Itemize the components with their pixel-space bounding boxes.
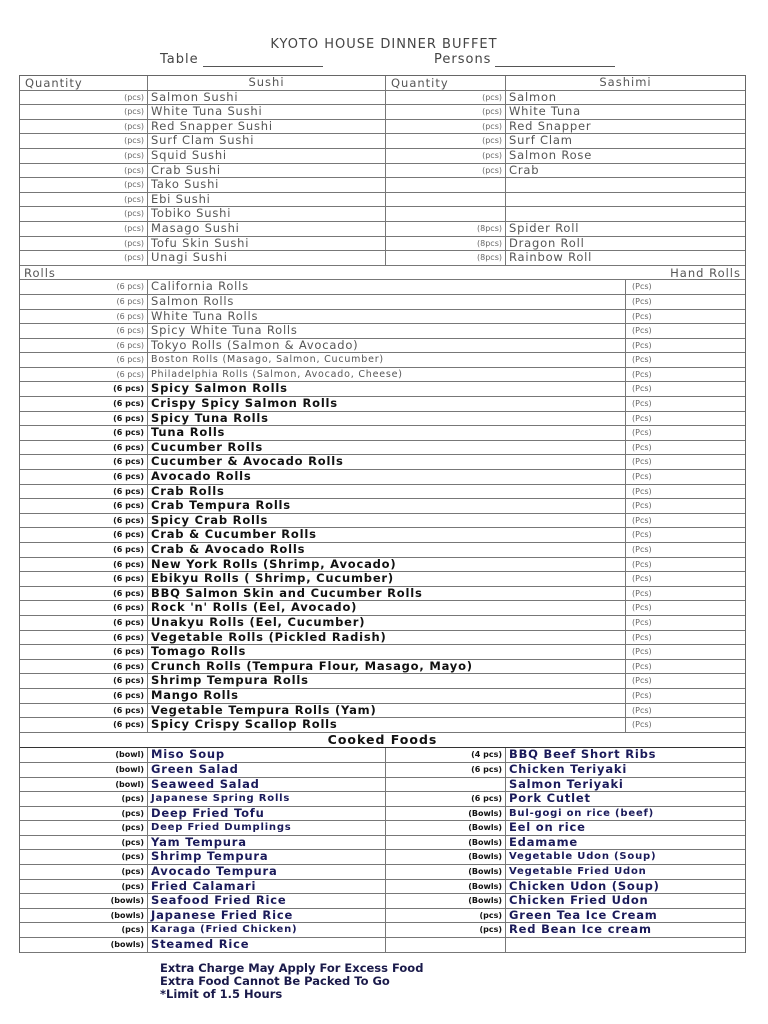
quantity-cell[interactable]: (6 pcs) — [20, 455, 148, 469]
quantity-cell[interactable]: (6 pcs) — [20, 616, 148, 630]
quantity-cell[interactable]: (bowl) — [20, 763, 148, 777]
sushi-row — [20, 120, 745, 135]
cooked-item: Fried Calamari — [148, 880, 386, 894]
quantity-cell[interactable]: (pcs) — [20, 923, 148, 937]
roll-row — [20, 601, 745, 616]
quantity-cell[interactable]: (4 pcs) — [386, 748, 506, 762]
roll-row — [20, 718, 745, 733]
hand-rolls-header: Hand Rolls — [670, 265, 741, 280]
quantity-cell[interactable]: (6 pcs) — [20, 339, 148, 353]
quantity-cell[interactable]: (pcs) — [20, 91, 148, 105]
sashimi-item — [506, 193, 745, 207]
roll-row — [20, 528, 745, 543]
rolls-header: Rolls — [24, 265, 56, 280]
roll-row — [20, 280, 745, 295]
quantity-cell[interactable]: (bowls) — [20, 909, 148, 923]
footer-notes — [160, 962, 423, 1001]
quantity-cell[interactable]: (6 pcs) — [20, 382, 148, 396]
quantity-cell[interactable]: (6 pcs) — [20, 470, 148, 484]
sashimi-item: Spider Roll — [509, 221, 580, 235]
roll-item: Vegetable Rolls (Pickled Radish) — [148, 631, 626, 645]
roll-row — [20, 412, 745, 427]
hand-roll-quantity-cell[interactable]: (Pcs) — [632, 661, 652, 671]
cooked-item: Bul-gogi on rice (beef) — [509, 807, 655, 819]
cooked-item: Vegetable Fried Udon — [509, 866, 647, 878]
persons-label: Persons — [434, 52, 492, 67]
roll-item: Ebikyu Rolls ( Shrimp, Cucumber) — [148, 572, 626, 586]
roll-row — [20, 441, 745, 456]
sashimi-item: Salmon Rose — [509, 148, 593, 162]
roll-item: Rock 'n' Rolls (Eel, Avocado) — [148, 601, 626, 615]
roll-row — [20, 514, 745, 529]
quantity-cell[interactable]: (Bowls) — [386, 836, 506, 850]
rolls-section-header — [20, 266, 745, 281]
sushi-header: Sushi — [148, 76, 386, 90]
footer-note: *Limit of 1.5 Hours — [160, 987, 283, 1001]
hand-roll-quantity-cell[interactable]: (Pcs) — [632, 588, 652, 598]
hand-roll-quantity-cell[interactable]: (Pcs) — [632, 486, 652, 496]
cooked-row — [20, 748, 745, 763]
quantity-cell[interactable]: (6 pcs) — [20, 718, 148, 732]
hand-roll-quantity-cell[interactable]: (Pcs) — [632, 617, 652, 627]
roll-item: Tuna Rolls — [148, 426, 626, 440]
hand-roll-quantity-cell[interactable]: (Pcs) — [632, 384, 652, 394]
sashimi-item — [506, 178, 745, 192]
roll-item: Spicy Crispy Scallop Rolls — [148, 718, 626, 732]
roll-item: Crab & Cucumber Rolls — [148, 528, 626, 542]
hand-roll-quantity-cell[interactable]: (Pcs) — [632, 545, 652, 554]
roll-row — [20, 368, 745, 383]
hand-roll-quantity-cell[interactable]: (Pcs) — [632, 399, 652, 409]
sushi-row — [20, 237, 745, 252]
roll-item: Crispy Spicy Salmon Rolls — [148, 397, 626, 411]
sashimi-item: Salmon — [509, 90, 557, 104]
roll-row — [20, 397, 745, 412]
sashimi-item: Crab — [509, 163, 540, 177]
sushi-row — [20, 105, 745, 120]
cooked-row — [20, 880, 745, 895]
sushi-item: Unagi Sushi — [148, 251, 386, 265]
quantity-cell[interactable]: (6 pcs) — [20, 397, 148, 411]
footer-note: Extra Food Cannot Be Packed To Go — [160, 974, 390, 988]
cooked-item: Seaweed Salad — [148, 778, 386, 792]
quantity-cell[interactable]: (Bowls) — [386, 880, 506, 894]
cooked-item: Steamed Rice — [148, 938, 386, 952]
roll-row — [20, 616, 745, 631]
hand-roll-quantity-cell[interactable]: (Pcs) — [632, 369, 652, 379]
roll-item: California Rolls — [148, 280, 626, 294]
quantity-cell[interactable]: (6 pcs) — [20, 601, 148, 615]
roll-item: White Tuna Rolls — [148, 310, 626, 324]
quantity-cell[interactable]: (pcs) — [20, 193, 148, 207]
quantity-cell[interactable]: (6 pcs) — [20, 514, 148, 528]
roll-row — [20, 485, 745, 500]
sushi-row — [20, 91, 745, 106]
quantity-cell[interactable]: (pcs) — [20, 120, 148, 134]
quantity-cell[interactable]: (pcs) — [20, 222, 148, 236]
quantity-cell[interactable]: (6 pcs) — [20, 572, 148, 586]
quantity-cell[interactable]: (pcs) — [20, 105, 148, 119]
quantity-cell[interactable]: (6 pcs) — [20, 689, 148, 703]
roll-item: Tokyo Rolls (Salmon & Avocado) — [148, 339, 626, 353]
cooked-row — [20, 792, 745, 807]
sushi-row — [20, 178, 745, 193]
cooked-item: Japanese Spring Rolls — [148, 792, 386, 806]
quantity-cell[interactable]: (8pcs) — [386, 237, 506, 251]
hand-roll-quantity-cell[interactable]: (Pcs) — [632, 676, 652, 686]
roll-row — [20, 499, 745, 514]
roll-item: Boston Rolls (Masago, Salmon, Cucumber) — [148, 353, 626, 367]
quantity-cell[interactable]: (bowl) — [20, 748, 148, 762]
quantity-cell[interactable]: (6 pcs) — [20, 660, 148, 674]
quantity-cell[interactable]: (pcs) — [386, 91, 506, 105]
quantity-cell[interactable] — [386, 193, 506, 207]
sushi-item: Red Snapper Sushi — [148, 120, 386, 134]
quantity-cell[interactable]: (6 pcs) — [20, 645, 148, 659]
quantity-cell[interactable]: (pcs) — [20, 792, 148, 806]
quantity-cell[interactable]: (Bowls) — [386, 821, 506, 835]
roll-item: New York Rolls (Shrimp, Avocado) — [148, 558, 626, 572]
quantity-cell[interactable]: (6 pcs) — [20, 441, 148, 455]
cooked-item: Chicken Fried Udon — [509, 894, 649, 908]
roll-row — [20, 382, 745, 397]
sushi-item: Surf Clam Sushi — [148, 134, 386, 148]
sushi-table-body — [20, 91, 745, 266]
roll-item: Avocado Rolls — [148, 470, 626, 484]
quantity-cell[interactable]: (pcs) — [386, 134, 506, 148]
sushi-row — [20, 134, 745, 149]
quantity-cell[interactable]: (6 pcs) — [386, 792, 506, 806]
roll-row — [20, 587, 745, 602]
roll-item: Mango Rolls — [148, 689, 626, 703]
roll-item: Shrimp Tempura Rolls — [148, 674, 626, 688]
cooked-item: Green Salad — [148, 763, 386, 777]
quantity-cell[interactable]: (pcs) — [20, 178, 148, 192]
sashimi-item — [506, 207, 745, 221]
cooked-item: Eel on rice — [509, 821, 586, 835]
hand-roll-quantity-cell[interactable]: (Pcs) — [632, 647, 652, 657]
cooked-row — [20, 923, 745, 938]
roll-item: Crab Rolls — [148, 485, 626, 499]
quantity-cell[interactable]: (6 pcs) — [20, 631, 148, 645]
roll-row — [20, 543, 745, 558]
quantity-cell[interactable]: (pcs) — [386, 120, 506, 134]
table-label: Table — [160, 52, 199, 67]
sushi-item: Squid Sushi — [148, 149, 386, 163]
quantity-cell[interactable]: (pcs) — [386, 149, 506, 163]
sushi-row — [20, 193, 745, 208]
quantity-cell[interactable]: (pcs) — [20, 807, 148, 821]
quantity-cell[interactable]: (6 pcs) — [20, 368, 148, 382]
hand-roll-quantity-cell[interactable]: (Pcs) — [632, 413, 652, 423]
quantity-cell[interactable]: (6 pcs) — [20, 295, 148, 309]
cooked-row — [20, 763, 745, 778]
sushi-item: Ebi Sushi — [148, 193, 386, 207]
sushi-row — [20, 222, 745, 237]
quantity-cell[interactable]: (bowls) — [20, 894, 148, 908]
roll-row — [20, 645, 745, 660]
quantity-cell[interactable]: (pcs) — [20, 149, 148, 163]
hand-roll-quantity-cell[interactable]: (Pcs) — [632, 355, 652, 365]
hand-roll-quantity-cell[interactable]: (Pcs) — [632, 472, 652, 482]
hand-roll-quantity-cell[interactable]: (Pcs) — [632, 340, 652, 350]
roll-row — [20, 353, 745, 368]
roll-item: Tomago Rolls — [148, 645, 626, 659]
cooked-item — [506, 938, 745, 952]
cooked-row — [20, 807, 745, 822]
quantity-cell[interactable] — [386, 207, 506, 221]
cooked-table-body — [20, 748, 745, 952]
sushi-row — [20, 251, 745, 266]
quantity-cell[interactable]: (6 pcs) — [20, 280, 148, 294]
sashimi-item: Surf Clam — [509, 134, 573, 148]
quantity-header: Quantity — [20, 76, 148, 90]
sushi-item: Tobiko Sushi — [148, 207, 386, 221]
sashimi-header: Sashimi — [599, 76, 652, 89]
cooked-item: Avocado Tempura — [148, 865, 386, 879]
quantity-cell[interactable] — [386, 178, 506, 192]
quantity-cell[interactable]: (pcs) — [386, 164, 506, 178]
quantity-cell[interactable] — [386, 938, 506, 952]
sushi-item: Tofu Skin Sushi — [148, 237, 386, 251]
hand-roll-quantity-cell[interactable]: (Pcs) — [632, 442, 652, 452]
roll-row — [20, 339, 745, 354]
quantity-cell[interactable]: (pcs) — [20, 865, 148, 879]
cooked-row — [20, 938, 745, 953]
quantity-cell[interactable]: (Bowls) — [386, 807, 506, 821]
quantity-cell[interactable]: (bowl) — [20, 778, 148, 792]
roll-item: BBQ Salmon Skin and Cucumber Rolls — [148, 587, 626, 601]
roll-row — [20, 631, 745, 646]
roll-row — [20, 310, 745, 325]
cooked-item: Shrimp Tempura — [148, 850, 386, 864]
quantity-cell[interactable]: (pcs) — [386, 923, 506, 937]
quantity-cell[interactable]: (6 pcs) — [20, 674, 148, 688]
cooked-item: Seafood Fried Rice — [148, 894, 386, 908]
quantity-cell[interactable]: (6 pcs) — [20, 704, 148, 718]
quantity-cell[interactable]: (Bowls) — [386, 865, 506, 879]
roll-row — [20, 455, 745, 470]
quantity-header-2: Quantity — [386, 76, 506, 90]
hand-roll-quantity-cell[interactable]: (Pcs) — [632, 311, 652, 321]
table-blank[interactable] — [203, 55, 323, 67]
roll-row — [20, 426, 745, 441]
roll-row — [20, 324, 745, 339]
sushi-item: Crab Sushi — [148, 164, 386, 178]
quantity-cell[interactable]: (6 pcs) — [20, 310, 148, 324]
hand-roll-quantity-cell[interactable]: (Pcs) — [632, 296, 652, 306]
cooked-item: Edamame — [509, 835, 578, 849]
sashimi-item: Red Snapper — [509, 119, 592, 133]
quantity-cell[interactable]: (pcs) — [20, 207, 148, 221]
quantity-cell[interactable]: (8pcs) — [386, 251, 506, 265]
quantity-cell[interactable]: (pcs) — [386, 909, 506, 923]
quantity-cell[interactable]: (Bowls) — [386, 850, 506, 864]
quantity-cell[interactable]: (pcs) — [20, 880, 148, 894]
hand-roll-quantity-cell[interactable]: (Pcs) — [632, 720, 652, 730]
cooked-item: Salmon Teriyaki — [509, 777, 624, 791]
cooked-item: BBQ Beef Short Ribs — [509, 748, 657, 762]
roll-item: Spicy White Tuna Rolls — [148, 324, 626, 338]
roll-row — [20, 674, 745, 689]
cooked-row — [20, 850, 745, 865]
quantity-cell[interactable]: (6 pcs) — [20, 558, 148, 572]
cooked-item: Miso Soup — [148, 748, 386, 762]
roll-item: Crab & Avocado Rolls — [148, 543, 626, 557]
roll-item: Cucumber & Avocado Rolls — [148, 455, 626, 469]
cooked-item: Karaga (Fried Chicken) — [148, 923, 386, 937]
cooked-row — [20, 778, 745, 793]
cooked-row — [20, 821, 745, 836]
quantity-cell[interactable]: (6 pcs) — [20, 353, 148, 367]
quantity-cell[interactable]: (8pcs) — [386, 222, 506, 236]
roll-row — [20, 572, 745, 587]
quantity-cell[interactable]: (bowls) — [20, 938, 148, 952]
quantity-cell[interactable]: (6 pcs) — [20, 324, 148, 338]
quantity-cell[interactable]: (6 pcs) — [20, 412, 148, 426]
page-title: KYOTO HOUSE DINNER BUFFET — [270, 37, 498, 52]
cooked-item: Chicken Udon (Soup) — [509, 879, 660, 893]
cooked-row — [20, 836, 745, 851]
sushi-header-row — [20, 76, 745, 91]
sashimi-item: Rainbow Roll — [509, 251, 593, 265]
hand-roll-quantity-cell[interactable]: (Pcs) — [632, 428, 652, 438]
roll-item: Spicy Tuna Rolls — [148, 412, 626, 426]
quantity-cell[interactable]: (pcs) — [20, 237, 148, 251]
roll-row — [20, 660, 745, 675]
hand-roll-quantity-cell[interactable]: (Pcs) — [632, 501, 652, 511]
cooked-item: Pork Cutlet — [509, 792, 591, 806]
hand-roll-quantity-cell[interactable]: (Pcs) — [632, 326, 652, 336]
quantity-cell[interactable]: (6 pcs) — [20, 543, 148, 557]
cooked-foods-header: Cooked Foods — [20, 733, 745, 749]
cooked-row — [20, 909, 745, 924]
quantity-cell[interactable]: (6 pcs) — [20, 528, 148, 542]
hand-roll-quantity-cell[interactable]: (Pcs) — [632, 457, 652, 467]
hand-roll-quantity-cell[interactable]: (Pcs) — [632, 603, 652, 613]
roll-item: Spicy Crab Rolls — [148, 514, 626, 528]
cooked-item: Deep Fried Dumplings — [148, 821, 386, 835]
roll-item: Unakyu Rolls (Eel, Cucumber) — [148, 616, 626, 630]
quantity-cell[interactable]: (pcs) — [20, 134, 148, 148]
quantity-cell[interactable]: (Bowls) — [386, 894, 506, 908]
roll-row — [20, 704, 745, 719]
quantity-cell[interactable]: (pcs) — [20, 821, 148, 835]
quantity-cell[interactable]: (6 pcs) — [20, 426, 148, 440]
sushi-item: Salmon Sushi — [148, 91, 386, 105]
cooked-item: Red Bean Ice cream — [509, 923, 652, 937]
quantity-cell[interactable]: (pcs) — [20, 164, 148, 178]
hand-roll-quantity-cell[interactable]: (Pcs) — [632, 515, 652, 525]
quantity-cell[interactable]: (pcs) — [20, 836, 148, 850]
cooked-item: Chicken Teriyaki — [509, 762, 628, 776]
cooked-row — [20, 894, 745, 909]
sashimi-item: White Tuna — [509, 105, 581, 119]
quantity-cell[interactable]: (6 pcs) — [20, 485, 148, 499]
rolls-table-body — [20, 280, 745, 732]
quantity-cell[interactable]: (6 pcs) — [20, 587, 148, 601]
hand-roll-quantity-cell[interactable]: (Pcs) — [632, 690, 652, 700]
roll-row — [20, 558, 745, 573]
persons-blank[interactable] — [495, 55, 615, 67]
hand-roll-quantity-cell[interactable]: (Pcs) — [632, 282, 652, 292]
roll-item: Crunch Rolls (Tempura Flour, Masago, Mayo) — [148, 660, 626, 674]
roll-item: Crab Tempura Rolls — [148, 499, 626, 513]
cooked-item: Vegetable Udon (Soup) — [509, 851, 657, 863]
hand-roll-quantity-cell[interactable]: (Pcs) — [632, 705, 652, 715]
cooked-item: Deep Fried Tofu — [148, 807, 386, 821]
order-sheet — [19, 75, 746, 953]
roll-item: Salmon Rolls — [148, 295, 626, 309]
quantity-cell[interactable]: (pcs) — [20, 251, 148, 265]
sushi-row — [20, 207, 745, 222]
quantity-cell[interactable]: (6 pcs) — [386, 763, 506, 777]
roll-item: Philadelphia Rolls (Salmon, Avocado, Cheese) — [148, 368, 626, 382]
sushi-item: Masago Sushi — [148, 222, 386, 236]
roll-item: Cucumber Rolls — [148, 441, 626, 455]
hand-roll-quantity-cell[interactable]: (Pcs) — [632, 559, 652, 569]
hand-roll-quantity-cell[interactable]: (Pcs) — [632, 530, 652, 540]
table-field[interactable] — [160, 52, 323, 67]
sushi-row — [20, 164, 745, 179]
sushi-item: Tako Sushi — [148, 178, 386, 192]
sashimi-item: Dragon Roll — [509, 236, 585, 250]
hand-roll-quantity-cell[interactable]: (Pcs) — [632, 574, 652, 584]
cooked-item: Yam Tempura — [148, 836, 386, 850]
roll-item: Vegetable Tempura Rolls (Yam) — [148, 704, 626, 718]
cooked-item: Japanese Fried Rice — [148, 909, 386, 923]
persons-field[interactable] — [434, 52, 615, 67]
quantity-cell[interactable] — [386, 778, 506, 792]
quantity-cell[interactable]: (pcs) — [386, 105, 506, 119]
roll-row — [20, 295, 745, 310]
roll-item: Spicy Salmon Rolls — [148, 382, 626, 396]
quantity-cell[interactable]: (pcs) — [20, 850, 148, 864]
quantity-cell[interactable]: (6 pcs) — [20, 499, 148, 513]
cooked-item: Green Tea Ice Cream — [509, 908, 658, 922]
hand-roll-quantity-cell[interactable]: (Pcs) — [632, 632, 652, 642]
sushi-row — [20, 149, 745, 164]
roll-row — [20, 470, 745, 485]
cooked-row — [20, 865, 745, 880]
roll-row — [20, 689, 745, 704]
footer-note: Extra Charge May Apply For Excess Food — [160, 961, 424, 975]
sushi-item: White Tuna Sushi — [148, 105, 386, 119]
